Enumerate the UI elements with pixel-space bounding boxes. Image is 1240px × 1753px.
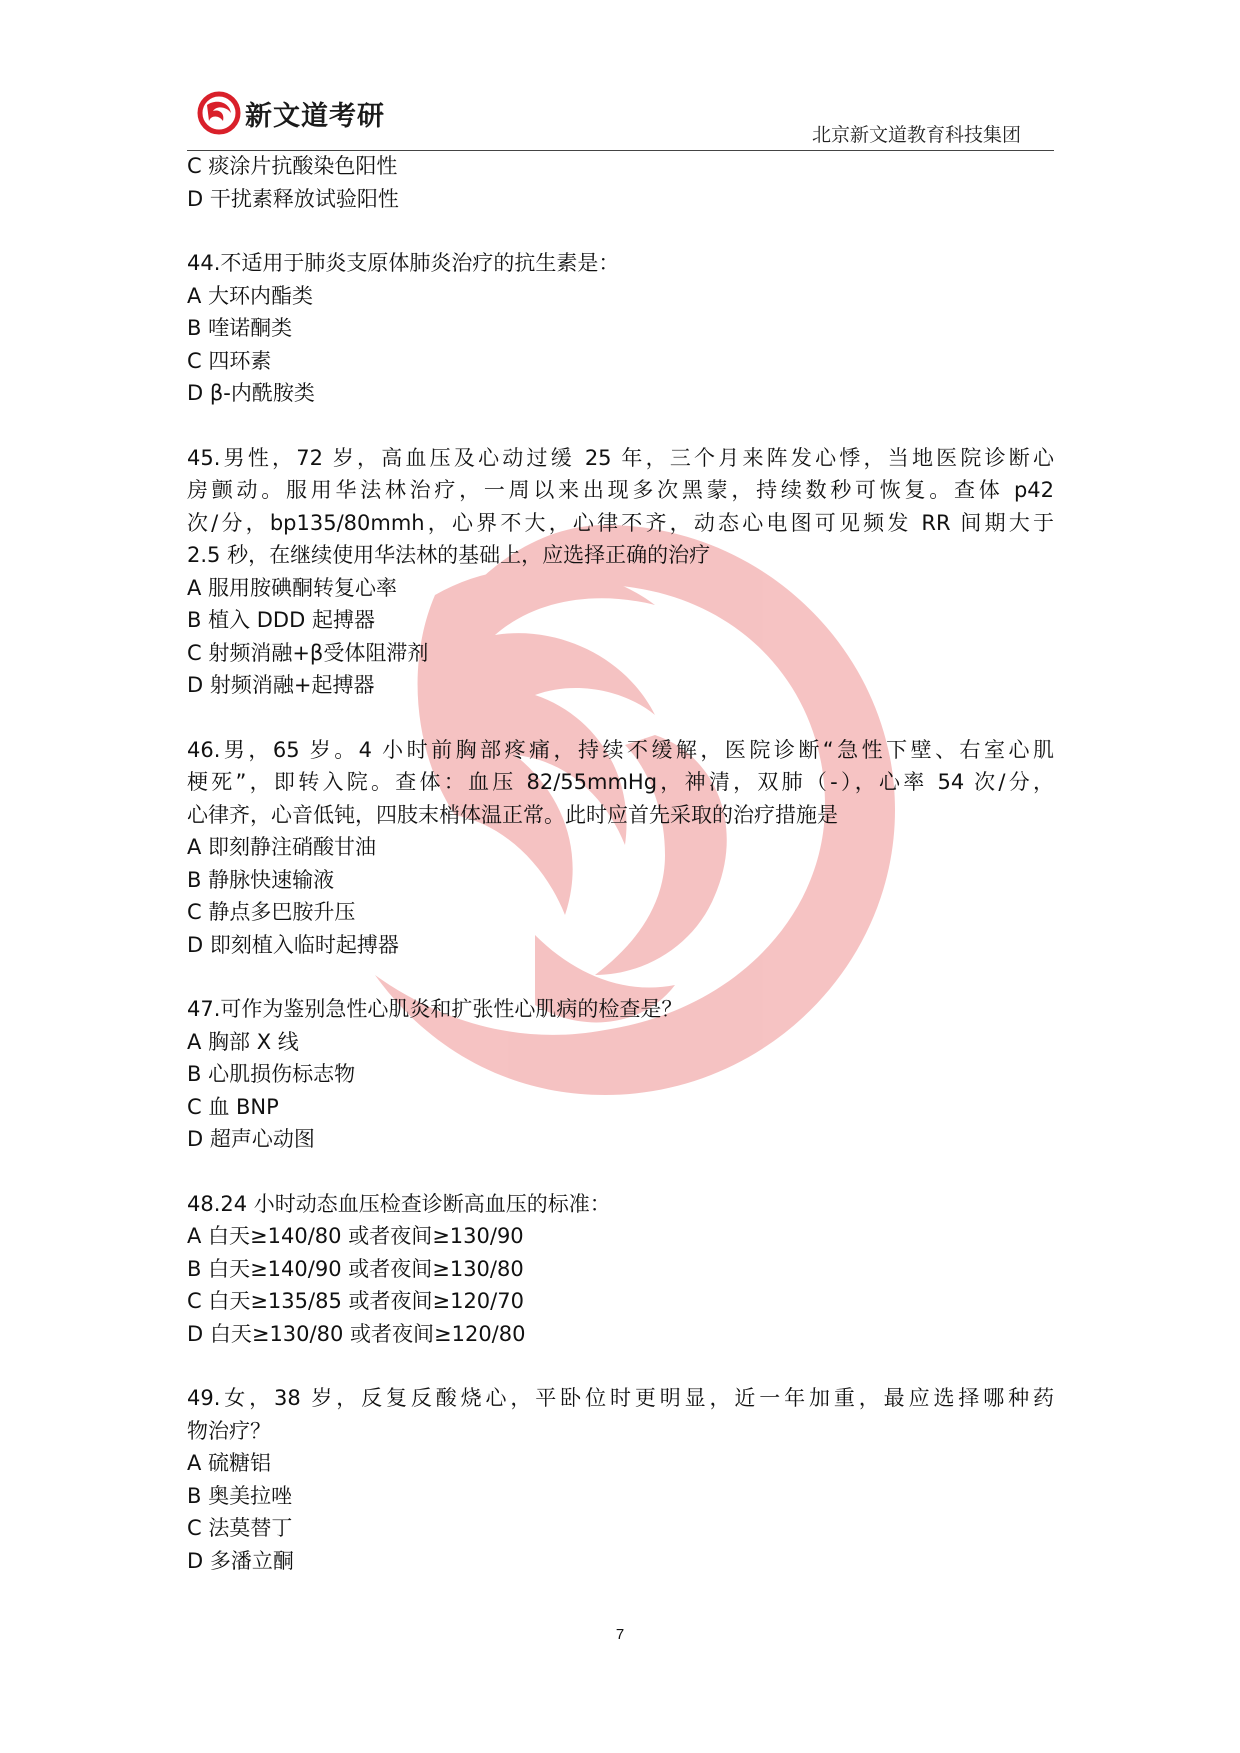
option-b: B 奥美拉唑	[187, 1483, 293, 1508]
option-d: D 干扰素释放试验阳性	[187, 186, 399, 211]
option-a: A 硫糖铝	[187, 1451, 272, 1475]
option-d: D 白天≥130/80 或者夜间≥120/80	[187, 1321, 526, 1346]
option-d: D 即刻植入临时起搏器	[187, 932, 399, 957]
stem-line: 心律齐，心音低钝，四肢末梢体温正常。此时应首先采取的治疗措施是	[187, 802, 838, 827]
question-46	[187, 734, 1054, 962]
stem-line: 房颤动。服用华法林治疗，一周以来出现多次黑蒙，持续数秒可恢复。查体 p42	[187, 478, 1054, 502]
question-49	[187, 1382, 1054, 1577]
stem-line: 49.女，38 岁，反复反酸烧心，平卧位时更明显，近一年加重，最应选择哪种药	[187, 1386, 1054, 1410]
question-stem	[187, 1188, 1054, 1221]
question-45	[187, 442, 1054, 702]
question-stem	[187, 993, 1054, 1026]
question-stem	[187, 442, 1054, 572]
option-c: C 静点多巴胺升压	[187, 900, 356, 924]
question-stem	[187, 734, 1054, 832]
option-d: D β-内酰胺类	[187, 381, 315, 405]
question-48	[187, 1188, 1054, 1351]
option-d: D 超声心动图	[187, 1127, 315, 1151]
page-header	[187, 78, 1054, 151]
option-c: C 法莫替丁	[187, 1516, 293, 1540]
stem-line: 44.不适用于肺炎支原体肺炎治疗的抗生素是：	[187, 251, 620, 275]
stem-line: 45.男性，72 岁，高血压及心动过缓 25 年，三个月来阵发心悸，当地医院诊断心	[187, 445, 1054, 470]
brand-logo	[197, 90, 385, 136]
stem-line: 47.可作为鉴别急性心肌炎和扩张性心肌病的检查是？	[187, 997, 683, 1021]
option-c: C 白天≥135/85 或者夜间≥120/70	[187, 1289, 524, 1313]
stem-line: 46.男，65 岁。4 小时前胸部疼痛，持续不缓解，医院诊断“急性下壁、右室心肌	[187, 737, 1054, 762]
option-a: A 服用胺碘酮转复心率	[187, 575, 398, 600]
stem-line: 次/分，bp135/80mmh，心界不大，心律不齐，动态心电图可见频发 RR 间期大于	[187, 510, 1054, 535]
stem-line: 2.5 秒，在继续使用华法林的基础上，应选择正确的治疗	[187, 543, 711, 567]
logo-text: 新文道考研	[245, 100, 385, 132]
company-name: 北京新文道教育科技集团	[811, 124, 1021, 146]
page-content	[187, 150, 1054, 1577]
option-c: C 血 BNP	[187, 1094, 279, 1119]
stem-line: 梗死”，即转入院。查体：血压 82/55mmHg，神清，双肺（-），心率 54 次/分，	[187, 770, 1054, 794]
option-b: B 植入 DDD 起搏器	[187, 608, 375, 632]
option-a: A 白天≥140/80 或者夜间≥130/90	[187, 1224, 524, 1248]
question-47	[187, 993, 1054, 1156]
option-b: B 喹诺酮类	[187, 316, 293, 340]
option-b: B 静脉快速输液	[187, 867, 335, 892]
page-number: 7	[615, 1626, 625, 1643]
phoenix-logo-icon	[197, 91, 241, 135]
option-c: C 痰涂片抗酸染色阳性	[187, 154, 398, 178]
question-44	[187, 247, 1054, 410]
option-b: B 白天≥140/90 或者夜间≥130/80	[187, 1256, 524, 1281]
question-stem	[187, 247, 1054, 280]
option-a: A 即刻静注硝酸甘油	[187, 835, 377, 859]
stem-line: 48.24 小时动态血压检查诊断高血压的标准：	[187, 1191, 611, 1216]
option-d: D 多潘立酮	[187, 1548, 294, 1573]
carryover-options	[187, 150, 1054, 215]
option-d: D 射频消融+起搏器	[187, 673, 375, 697]
option-c: C 射频消融+β受体阻滞剂	[187, 640, 429, 665]
question-stem	[187, 1382, 1054, 1447]
option-c: C 四环素	[187, 348, 272, 373]
option-a: A 胸部 X 线	[187, 1029, 299, 1054]
option-a: A 大环内酯类	[187, 283, 314, 308]
option-b: B 心肌损伤标志物	[187, 1062, 356, 1086]
stem-line: 物治疗？	[187, 1418, 271, 1443]
